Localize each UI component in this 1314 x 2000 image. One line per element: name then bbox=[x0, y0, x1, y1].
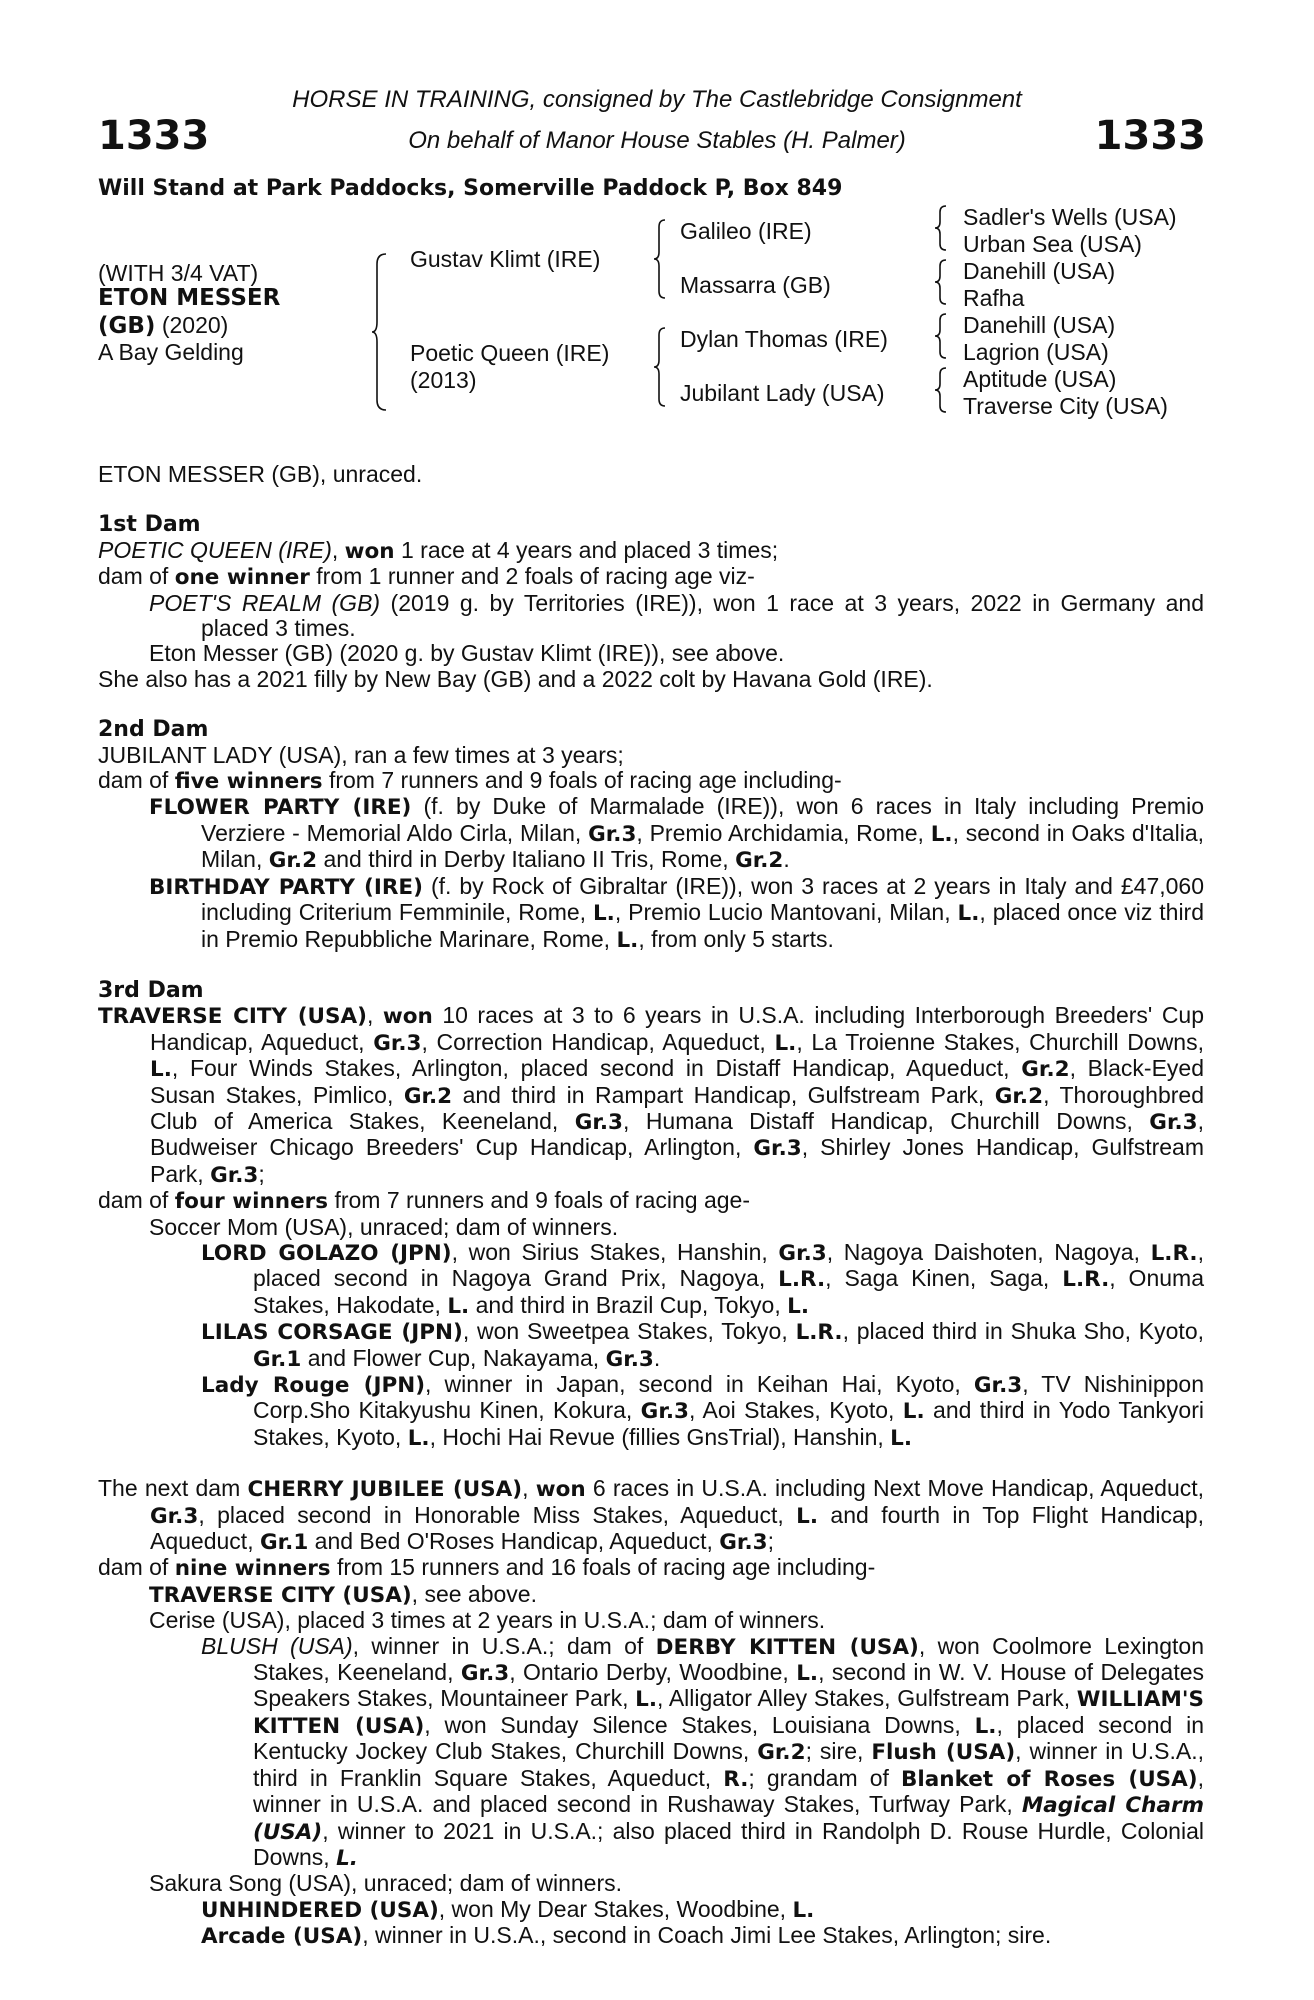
horse-description: A Bay Gelding bbox=[98, 339, 244, 365]
consignor-line: On behalf of Manor House Stables (H. Palmer) bbox=[408, 127, 906, 154]
pedigree-sire: Gustav Klimt (IRE) bbox=[410, 246, 601, 272]
dam-entry: JUBILANT LADY (USA), ran a few times at 3 years; bbox=[98, 741, 624, 768]
horse-year: (2020) bbox=[155, 312, 229, 338]
pedigree-g3-6: Lagrion (USA) bbox=[963, 339, 1109, 365]
pedigree-brace-main bbox=[371, 252, 389, 412]
produce-entry: Eton Messer (GB) (2020 g. by Gustav Klimt (IRE)), see above. bbox=[149, 640, 785, 667]
pedigree-dam-year: (2013) bbox=[410, 367, 477, 393]
vat-note: (WITH 3/4 VAT) bbox=[98, 260, 259, 286]
pedigree-g3-1: Sadler's Wells (USA) bbox=[963, 204, 1177, 230]
pedigree-dam-dam: Jubilant Lady (USA) bbox=[680, 380, 885, 406]
next-dam-entry: The next dam CHERRY JUBILEE (USA), won 6 races in U.S.A. including Next Move Handicap, Aqueduct, Gr.3, placed second in Honorable Miss Stakes, Aqueduct, L. and fourth in Top Flight Handicap, Aqueduct, Gr.1 and Bed O'Roses Handicap, Aqueduct, Gr.3; bbox=[98, 1475, 1205, 1556]
pedigree-g3-4: Rafha bbox=[963, 285, 1025, 311]
pedigree-brace-ds bbox=[934, 312, 948, 360]
consignment-line: HORSE IN TRAINING, consigned by The Castlebridge Consignment bbox=[292, 86, 1022, 113]
produce-entry: Sakura Song (USA), unraced; dam of winners. bbox=[149, 1870, 623, 1897]
pedigree-brace-sd bbox=[934, 258, 948, 306]
produce-entry: POET'S REALM (GB) (2019 g. by Territories (IRE)), won 1 race at 3 years, 2022 in Germany and placed 3 times. bbox=[149, 589, 1204, 642]
dam-entry: POETIC QUEEN (IRE), won 1 race at 4 years and placed 3 times; bbox=[98, 536, 779, 564]
pedigree-g3-3: Danehill (USA) bbox=[963, 258, 1116, 284]
produce-entry: Cerise (USA), placed 3 times at 2 years in U.S.A.; dam of winners. bbox=[149, 1607, 826, 1634]
pedigree-dam: Poetic Queen (IRE) bbox=[410, 340, 610, 366]
dam-produce-summary: dam of five winners from 7 runners and 9 foals of racing age including- bbox=[98, 767, 842, 795]
pedigree-sire-sire: Galileo (IRE) bbox=[680, 218, 812, 244]
produce-entry: Lady Rouge (JPN), winner in Japan, second in Keihan Hai, Kyoto, Gr.3, TV Nishinippon Corp.Sho Kitakyushu Kinen, Kokura, Gr.3, Aoi Stakes, Kyoto, L. and third in Yodo Tankyori Stakes, Kyoto, L., Hochi Hai Revue (fillies GnsTrial), Hanshin, L. bbox=[201, 1371, 1204, 1451]
produce-entry: LILAS CORSAGE (JPN), won Sweetpea Stakes, Tokyo, L.R., placed third in Shuka Sho, Kyoto, Gr.1 and Flower Cup, Nakayama, Gr.3. bbox=[201, 1318, 1205, 1372]
dam-produce-summary: dam of one winner from 1 runner and 2 foals of racing age viz- bbox=[98, 563, 755, 591]
pedigree-g3-8: Traverse City (USA) bbox=[963, 393, 1168, 419]
produce-entry: FLOWER PARTY (IRE) (f. by Duke of Marmalade (IRE)), won 6 races in Italy including Premio Verziere - Memorial Aldo Cirla, Milan, Gr.3, Premio Archidamia, Rome, L., second in Oaks d'Italia, Milan, Gr.2 and third in Derby Italiano II Tris, Rome, Gr.2. bbox=[149, 793, 1205, 874]
pedigree-brace-ss bbox=[934, 204, 948, 252]
pedigree-g3-5: Danehill (USA) bbox=[963, 312, 1116, 338]
section-heading-1st-dam: 1st Dam bbox=[98, 512, 201, 538]
horse-country-year bbox=[98, 312, 228, 339]
produce-entry: BLUSH (USA), winner in U.S.A.; dam of DERBY KITTEN (USA), won Coolmore Lexington Stakes, Keeneland, Gr.3, Ontario Derby, Woodbine, L., second in W. V. House of Delegates Speakers Stakes, Mountaineer Park, L., Alligator Alley Stakes, Gulfstream Park, WILLIAM'S KITTEN (USA), won Sunday Silence Stakes, Louisiana Downs, L., placed second in Kentucky Jockey Club Stakes, Churchill Downs, Gr.2; sire, Flush (USA), winner in U.S.A., third in Franklin Square Stakes, Aqueduct, R.; grandam of Blanket of Roses (USA), winner in U.S.A. and placed second in Rushaway Stakes, Turfway Park, Magical Charm (USA), winner to 2021 in U.S.A.; also placed third in Randolph D. Rouse Hurdle, Colonial Downs, L. bbox=[201, 1632, 1205, 1871]
produce-entry: Soccer Mom (USA), unraced; dam of winners. bbox=[149, 1213, 619, 1240]
pedigree-g3-7: Aptitude (USA) bbox=[963, 366, 1117, 392]
dam-note: She also has a 2021 filly by New Bay (GB) and a 2022 colt by Havana Gold (IRE). bbox=[98, 665, 933, 692]
dam-produce-summary: dam of four winners from 7 runners and 9 foals of racing age- bbox=[98, 1187, 750, 1215]
pedigree-dam-sire: Dylan Thomas (IRE) bbox=[680, 326, 888, 352]
section-heading-3rd-dam: 3rd Dam bbox=[98, 977, 204, 1003]
pedigree-brace-sire bbox=[653, 218, 667, 300]
produce-entry: LORD GOLAZO (JPN), won Sirius Stakes, Hanshin, Gr.3, Nagoya Daishoten, Nagoya, L.R., placed second in Nagoya Grand Prix, Nagoya, L.R., Saga Kinen, Saga, L.R., Onuma Stakes, Hakodate, L. and third in Brazil Cup, Tokyo, L. bbox=[201, 1238, 1204, 1319]
pedigree-g3-2: Urban Sea (USA) bbox=[963, 231, 1142, 257]
lot-number-right: 1333 bbox=[1094, 113, 1206, 159]
dam-entry: TRAVERSE CITY (USA), won 10 races at 3 to 6 years in U.S.A. including Interborough Breeders' Cup Handicap, Aqueduct, Gr.3, Correction Handicap, Aqueduct, L., La Troienne Stakes, Churchill Downs, L., Four Winds Stakes, Arlington, placed second in Distaff Handicap, Aqueduct, Gr.2, Black-Eyed Susan Stakes, Pimlico, Gr.2 and third in Rampart Handicap, Gulfstream Park, Gr.2, Thoroughbred Club of America Stakes, Keeneland, Gr.3, Humana Distaff Handicap, Churchill Downs, Gr.3, Budweiser Chicago Breeders' Cup Handicap, Arlington, Gr.3, Shirley Jones Handicap, Gulfstream Park, Gr.3; bbox=[98, 1002, 1205, 1188]
produce-entry: UNHINDERED (USA), won My Dear Stakes, Woodbine, L. bbox=[201, 1895, 815, 1923]
race-record: ETON MESSER (GB), unraced. bbox=[98, 461, 423, 487]
pedigree-sire-dam: Massarra (GB) bbox=[680, 272, 831, 298]
horse-name: ETON MESSER bbox=[98, 285, 281, 311]
horse-country: (GB) bbox=[98, 313, 156, 339]
produce-entry: BIRTHDAY PARTY (IRE) (f. by Rock of Gibraltar (IRE)), won 3 races at 2 years in Italy and £47,060 including Criterium Femminile, Rome, L., Premio Lucio Mantovani, Milan, L., placed once viz third in Premio Repubbliche Marinare, Rome, L., from only 5 starts. bbox=[149, 872, 1205, 953]
produce-entry: Arcade (USA), winner in U.S.A., second in Coach Jimi Lee Stakes, Arlington; sire. bbox=[201, 1922, 1052, 1950]
catalogue-body bbox=[98, 462, 1204, 1950]
dam-produce-summary: dam of nine winners from 15 runners and 16 foals of racing age including- bbox=[98, 1554, 876, 1582]
lot-number-left: 1333 bbox=[98, 113, 210, 159]
pedigree-brace-dam bbox=[653, 326, 667, 408]
pedigree-brace-dd bbox=[934, 366, 948, 414]
section-heading-2nd-dam: 2nd Dam bbox=[98, 717, 209, 743]
produce-entry: TRAVERSE CITY (USA), see above. bbox=[149, 1580, 537, 1608]
stand-location: Will Stand at Park Paddocks, Somerville Paddock P, Box 849 bbox=[98, 176, 843, 201]
